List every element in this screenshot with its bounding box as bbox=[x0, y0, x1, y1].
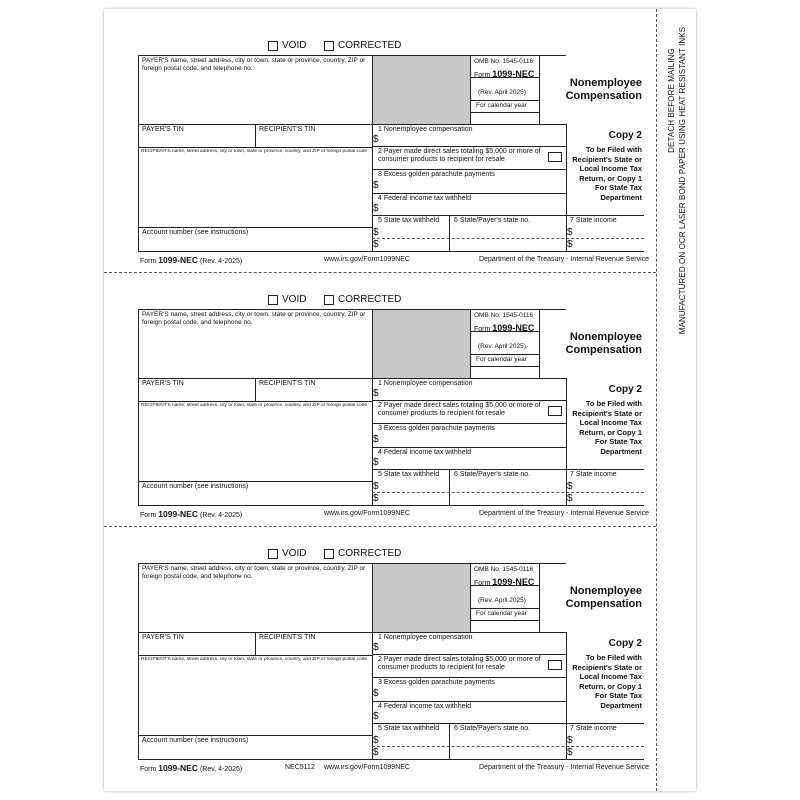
box4-label: 4 Federal income tax withheld bbox=[378, 703, 471, 710]
corrected-checkbox[interactable] bbox=[324, 294, 401, 305]
recipient-tin-label: RECIPIENT'S TIN bbox=[259, 126, 316, 133]
payer-tin-label: PAYER'S TIN bbox=[142, 634, 184, 641]
form-copy-1: VOID CORRECTED PAYER'S name, street address, city or town, state or province, country, ZIP or foreign postal code, and telephone no. OMB No. 1545-0116 Form 1099-NEC (Rev. April 2025) For calendar year Nonemployee Compensation PAYER'S TIN RECIPIENT'S TIN RECIPIENT'S name, street address, city or town, state or province, country, and ZIP or foreign postal code Account number (see instructions) 1 Nonemployee compensation $ 2 Payer made direct sales totaling $5,000 or more of consumer products to recipient for resale 3 Excess golden parachute payments $ 4 Federal income tax withheld $ 5 State tax withheld 6 State/Payer's state no. 7 State income $ $ $ $ Copy 2 To be Filed with Recipient's State or Local Income Tax Return, or Copy 1 For State Tax Department Form 1099-NEC (Rev. 4-2025) www.irs.gov/Form1099NEC Department of the Treasury - Internal Revenue Service bbox=[140, 40, 650, 265]
product-code: NEC5112 bbox=[285, 764, 315, 771]
revision-date: (Rev. April 2025) bbox=[478, 343, 526, 350]
payer-name-field[interactable] bbox=[141, 327, 369, 376]
form-id: 1099-NEC bbox=[492, 577, 535, 587]
box2-checkbox[interactable] bbox=[548, 152, 562, 162]
footer-form-id: Form 1099-NEC (Rev. 4-2025) bbox=[140, 509, 243, 519]
account-number-field[interactable] bbox=[141, 746, 369, 757]
detach-notice: DETACH BEFORE MAILING bbox=[666, 47, 676, 153]
box2-checkbox[interactable] bbox=[548, 660, 562, 670]
recipient-name-field[interactable] bbox=[141, 157, 369, 225]
calendar-year-label: For calendar year bbox=[476, 610, 527, 617]
revision-date: (Rev. April 2025) bbox=[478, 597, 526, 604]
shaded-area bbox=[373, 310, 470, 378]
box6-label: 6 State/Payer's state no. bbox=[454, 725, 531, 732]
box6-label: 6 State/Payer's state no. bbox=[454, 471, 531, 478]
box4-label: 4 Federal income tax withheld bbox=[378, 449, 471, 456]
void-checkbox[interactable] bbox=[268, 294, 306, 305]
footer-url: www.irs.gov/Form1099NEC bbox=[324, 256, 410, 263]
box1-label: 1 Nonemployee compensation bbox=[378, 380, 473, 387]
form-id: 1099-NEC bbox=[492, 323, 535, 333]
box3-label: 3 Excess golden parachute payments bbox=[378, 679, 495, 686]
payer-tin-field[interactable] bbox=[141, 389, 253, 400]
box6-field[interactable] bbox=[452, 735, 564, 745]
box6-field[interactable] bbox=[452, 481, 564, 491]
box2-label: 2 Payer made direct sales totaling $5,000 or more of consumer products to recipient for resale bbox=[378, 656, 541, 671]
recipient-tin-field[interactable] bbox=[258, 389, 370, 400]
footer-form-id: Form 1099-NEC (Rev. 4-2025) bbox=[140, 255, 243, 265]
box2-label: 2 Payer made direct sales totaling $5,000 or more of consumer products to recipient for resale bbox=[378, 402, 541, 417]
box1-label: 1 Nonemployee compensation bbox=[378, 126, 473, 133]
form-id: 1099-NEC bbox=[492, 69, 535, 79]
copy-description: To be Filed with Recipient's State or Local Income Tax Return, or Copy 1 For State Tax Department bbox=[572, 653, 642, 710]
box4-field[interactable] bbox=[382, 712, 564, 722]
omb-number: OMB No. 1545-0116 bbox=[474, 312, 534, 319]
footer-department: Department of the Treasury - Internal Revenue Service bbox=[479, 510, 650, 517]
corrected-label: CORRECTED bbox=[338, 548, 402, 559]
box5-label: 5 State tax withheld bbox=[378, 725, 440, 732]
box3-field[interactable] bbox=[382, 181, 564, 191]
box3-label: 3 Excess golden parachute payments bbox=[378, 425, 495, 432]
box5-field[interactable] bbox=[382, 481, 447, 491]
box1-field[interactable] bbox=[382, 389, 564, 399]
box1-field[interactable] bbox=[382, 643, 564, 653]
corrected-checkbox[interactable] bbox=[324, 548, 401, 559]
payer-tin-field[interactable] bbox=[141, 643, 253, 654]
recipient-tin-field[interactable] bbox=[258, 643, 370, 654]
omb-number: OMB No. 1545-0116 bbox=[474, 566, 534, 573]
form-title: Nonemployee Compensation bbox=[565, 585, 642, 610]
box4-field[interactable] bbox=[382, 204, 564, 214]
copy-description: To be Filed with Recipient's State or Local Income Tax Return, or Copy 1 For State Tax Department bbox=[572, 399, 642, 456]
account-number-label: Account number (see instructions) bbox=[142, 229, 249, 236]
payer-name-field[interactable] bbox=[141, 73, 369, 122]
corrected-label: CORRECTED bbox=[338, 40, 402, 51]
box3-field[interactable] bbox=[382, 689, 564, 699]
copy-label: Copy 2 bbox=[608, 384, 642, 395]
footer-department: Department of the Treasury - Internal Revenue Service bbox=[479, 256, 650, 263]
recipient-tin-field[interactable] bbox=[258, 135, 370, 146]
box3-label: 3 Excess golden parachute payments bbox=[378, 171, 495, 178]
form-copy-3: VOID CORRECTED PAYER'S name, street address, city or town, state or province, country, ZIP or foreign postal code, and telephone no. OMB No. 1545-0116 Form 1099-NEC (Rev. April 2025) For calendar year Nonemployee Compensation PAYER'S TIN RECIPIENT'S TIN RECIPIENT'S name, street address, city or town, state or province, country, and ZIP or foreign postal code Account number (see instructions) 1 Nonemployee compensation $ 2 Payer made direct sales totaling $5,000 or more of consumer products to recipient for resale 3 Excess golden parachute payments $ 4 Federal income tax withheld $ 5 State tax withheld 6 State/Payer's state no. 7 State income $ $ $ $ Copy 2 To be Filed with Recipient's State or Local Income Tax Return, or Copy 1 For State Tax Department Form 1099-NEC (Rev. 4-2025) www.irs.gov/Form1099NEC Department of the Treasury - Internal Revenue Service NEC5112 bbox=[140, 548, 650, 773]
void-checkbox[interactable] bbox=[268, 40, 306, 51]
box2-checkbox[interactable] bbox=[548, 406, 562, 416]
footer-department: Department of the Treasury - Internal Revenue Service bbox=[479, 764, 650, 771]
account-number-label: Account number (see instructions) bbox=[142, 737, 249, 744]
form-label: Form 1099-NEC bbox=[474, 577, 535, 587]
account-number-field[interactable] bbox=[141, 238, 369, 249]
void-label: VOID bbox=[282, 548, 307, 559]
copy-description: To be Filed with Recipient's State or Local Income Tax Return, or Copy 1 For State Tax Department bbox=[572, 145, 642, 202]
box7-field[interactable] bbox=[576, 227, 642, 237]
form-label: Form 1099-NEC bbox=[474, 323, 535, 333]
recipient-name-field[interactable] bbox=[141, 411, 369, 479]
account-number-field[interactable] bbox=[141, 492, 369, 503]
box4-label: 4 Federal income tax withheld bbox=[378, 195, 471, 202]
box7-label: 7 State income bbox=[570, 217, 617, 224]
form-title: Nonemployee Compensation bbox=[565, 331, 642, 356]
shaded-area bbox=[373, 56, 470, 124]
recipient-name-label: RECIPIENT'S name, street address, city or town, state or province, country, and ZIP or foreign postal code bbox=[141, 149, 368, 154]
void-checkbox[interactable] bbox=[268, 548, 306, 559]
recipient-name-label: RECIPIENT'S name, street address, city or town, state or province, country, and ZIP or foreign postal code bbox=[141, 657, 368, 662]
box1-label: 1 Nonemployee compensation bbox=[378, 634, 473, 641]
payer-tin-label: PAYER'S TIN bbox=[142, 380, 184, 387]
void-label: VOID bbox=[282, 294, 307, 305]
box5-field[interactable] bbox=[382, 735, 447, 745]
box2-label: 2 Payer made direct sales totaling $5,000 or more of consumer products to recipient for resale bbox=[378, 148, 541, 163]
revision-date: (Rev. April 2025) bbox=[478, 89, 526, 96]
box5-label: 5 State tax withheld bbox=[378, 471, 440, 478]
box3-field[interactable] bbox=[382, 435, 564, 445]
recipient-name-label: RECIPIENT'S name, street address, city or town, state or province, country, and ZIP or foreign postal code bbox=[141, 403, 368, 408]
box5-field[interactable] bbox=[382, 227, 447, 237]
form-label: Form 1099-NEC bbox=[474, 69, 535, 79]
form-title: Nonemployee Compensation bbox=[565, 77, 642, 102]
corrected-checkbox[interactable] bbox=[324, 40, 401, 51]
box7-label: 7 State income bbox=[570, 725, 617, 732]
copy-label: Copy 2 bbox=[608, 638, 642, 649]
calendar-year-label: For calendar year bbox=[476, 102, 527, 109]
box7-field[interactable] bbox=[576, 481, 642, 491]
footer-form-id: Form 1099-NEC (Rev. 4-2025) bbox=[140, 763, 243, 773]
box7-label: 7 State income bbox=[570, 471, 617, 478]
omb-number: OMB No. 1545-0116 bbox=[474, 58, 534, 65]
shaded-area bbox=[373, 564, 470, 632]
form-copy-2: VOID CORRECTED PAYER'S name, street address, city or town, state or province, country, ZIP or foreign postal code, and telephone no. OMB No. 1545-0116 Form 1099-NEC (Rev. April 2025) For calendar year Nonemployee Compensation PAYER'S TIN RECIPIENT'S TIN RECIPIENT'S name, street address, city or town, state or province, country, and ZIP or foreign postal code Account number (see instructions) 1 Nonemployee compensation $ 2 Payer made direct sales totaling $5,000 or more of consumer products to recipient for resale 3 Excess golden parachute payments $ 4 Federal income tax withheld $ 5 State tax withheld 6 State/Payer's state no. 7 State income $ $ $ $ Copy 2 To be Filed with Recipient's State or Local Income Tax Return, or Copy 1 For State Tax Department Form 1099-NEC (Rev. 4-2025) www.irs.gov/Form1099NEC Department of the Treasury - Internal Revenue Service bbox=[140, 294, 650, 519]
recipient-tin-label: RECIPIENT'S TIN bbox=[259, 634, 316, 641]
payer-tin-label: PAYER'S TIN bbox=[142, 126, 184, 133]
box6-label: 6 State/Payer's state no. bbox=[454, 217, 531, 224]
box1-field[interactable] bbox=[382, 135, 564, 145]
account-number-label: Account number (see instructions) bbox=[142, 483, 249, 490]
box6-field[interactable] bbox=[452, 227, 564, 237]
payer-name-field[interactable] bbox=[141, 581, 369, 630]
recipient-tin-label: RECIPIENT'S TIN bbox=[259, 380, 316, 387]
payer-name-label: PAYER'S name, street address, city or town, state or province, country, ZIP or foreign postal code, and telephone no. bbox=[142, 311, 366, 326]
paper-notice: MANUFACTURED ON OCR LASER BOND PAPER USING HEAT RESISTANT INKS bbox=[678, 26, 688, 334]
void-label: VOID bbox=[282, 40, 307, 51]
corrected-label: CORRECTED bbox=[338, 294, 402, 305]
calendar-year-label: For calendar year bbox=[476, 356, 527, 363]
payer-name-label: PAYER'S name, street address, city or town, state or province, country, ZIP or foreign postal code, and telephone no. bbox=[142, 565, 366, 580]
payer-name-label: PAYER'S name, street address, city or town, state or province, country, ZIP or foreign postal code, and telephone no. bbox=[142, 57, 366, 72]
copy-label: Copy 2 bbox=[608, 130, 642, 141]
box7-field[interactable] bbox=[576, 735, 642, 745]
payer-tin-field[interactable] bbox=[141, 135, 253, 146]
box5-label: 5 State tax withheld bbox=[378, 217, 440, 224]
footer-url: www.irs.gov/Form1099NEC bbox=[324, 510, 410, 517]
box4-field[interactable] bbox=[382, 458, 564, 468]
footer-url: www.irs.gov/Form1099NEC bbox=[324, 764, 410, 771]
recipient-name-field[interactable] bbox=[141, 665, 369, 733]
